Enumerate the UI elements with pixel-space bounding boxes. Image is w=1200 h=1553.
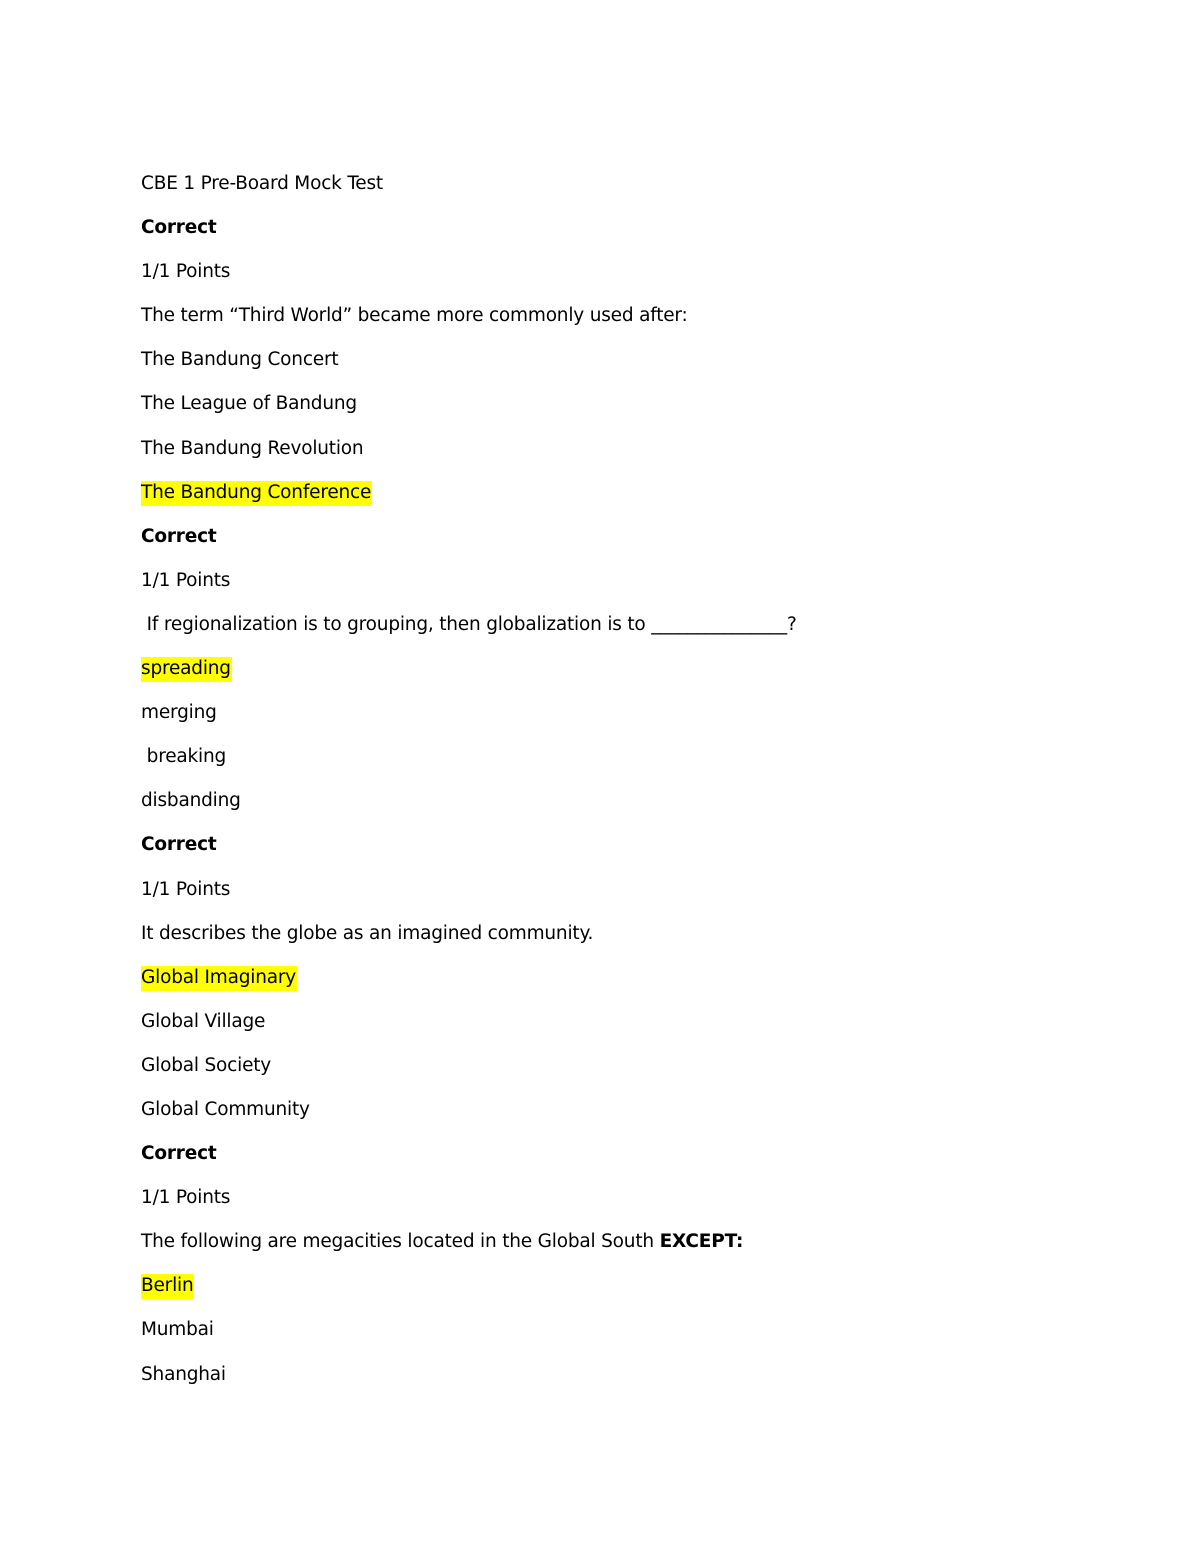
question-prompt-emphasis: EXCEPT: [659, 1231, 744, 1253]
answer-option [141, 701, 1121, 745]
answer-option-label: Global Village [141, 1010, 266, 1032]
answer-option-highlighted [141, 1274, 1121, 1318]
answer-option-label: The Bandung Revolution [141, 437, 364, 459]
answer-option [141, 1054, 1121, 1098]
answer-option-label: Global Community [141, 1098, 310, 1120]
question-prompt: If regionalization is to grouping, then globalization is to _______________? [141, 613, 797, 635]
answer-option [141, 745, 1121, 789]
highlighted-answer-label: Berlin [141, 1274, 194, 1299]
answer-option [141, 437, 1121, 481]
answer-option [141, 1098, 1121, 1142]
question-status: Correct [141, 1143, 217, 1165]
highlighted-answer-label: spreading [141, 657, 232, 682]
question-prompt-text: The following are megacities located in the Global South [141, 1231, 660, 1253]
question-points: 1/1 Points [141, 569, 231, 591]
question-points: 1/1 Points [141, 261, 231, 283]
question-status: Correct [141, 525, 217, 547]
answer-option-highlighted [141, 481, 1121, 525]
answer-option-label: Global Society [141, 1054, 272, 1076]
highlighted-answer-label: Global Imaginary [141, 966, 297, 991]
answer-option-label: merging [141, 702, 217, 724]
answer-option [141, 789, 1121, 833]
answer-option-label: Mumbai [141, 1319, 214, 1341]
answer-option [141, 1363, 1121, 1407]
answer-option-highlighted [141, 657, 1121, 701]
answer-option-label: The Bandung Concert [141, 349, 339, 371]
question-status: Correct [141, 217, 217, 239]
highlighted-answer-label: The Bandung Conference [141, 481, 372, 506]
question-prompt [141, 1230, 1121, 1274]
answer-option-label: breaking [141, 746, 227, 768]
answer-option [141, 392, 1121, 436]
answer-option [141, 1318, 1121, 1362]
document-title: CBE 1 Pre-Board Mock Test [141, 173, 383, 194]
answer-option [141, 348, 1121, 392]
question-prompt: It describes the globe as an imagined community. [141, 922, 594, 944]
answer-option-label: The League of Bandung [141, 393, 357, 415]
answer-option-label: disbanding [141, 790, 241, 812]
question-status: Correct [141, 834, 217, 856]
answer-option-highlighted [141, 966, 1121, 1010]
answer-option [141, 1010, 1121, 1054]
answer-option-label: Shanghai [141, 1363, 226, 1385]
question-points: 1/1 Points [141, 1187, 231, 1209]
question-prompt: The term “Third World” became more commonly used after: [141, 305, 688, 327]
question-points: 1/1 Points [141, 878, 231, 900]
document-page [141, 172, 1121, 1407]
